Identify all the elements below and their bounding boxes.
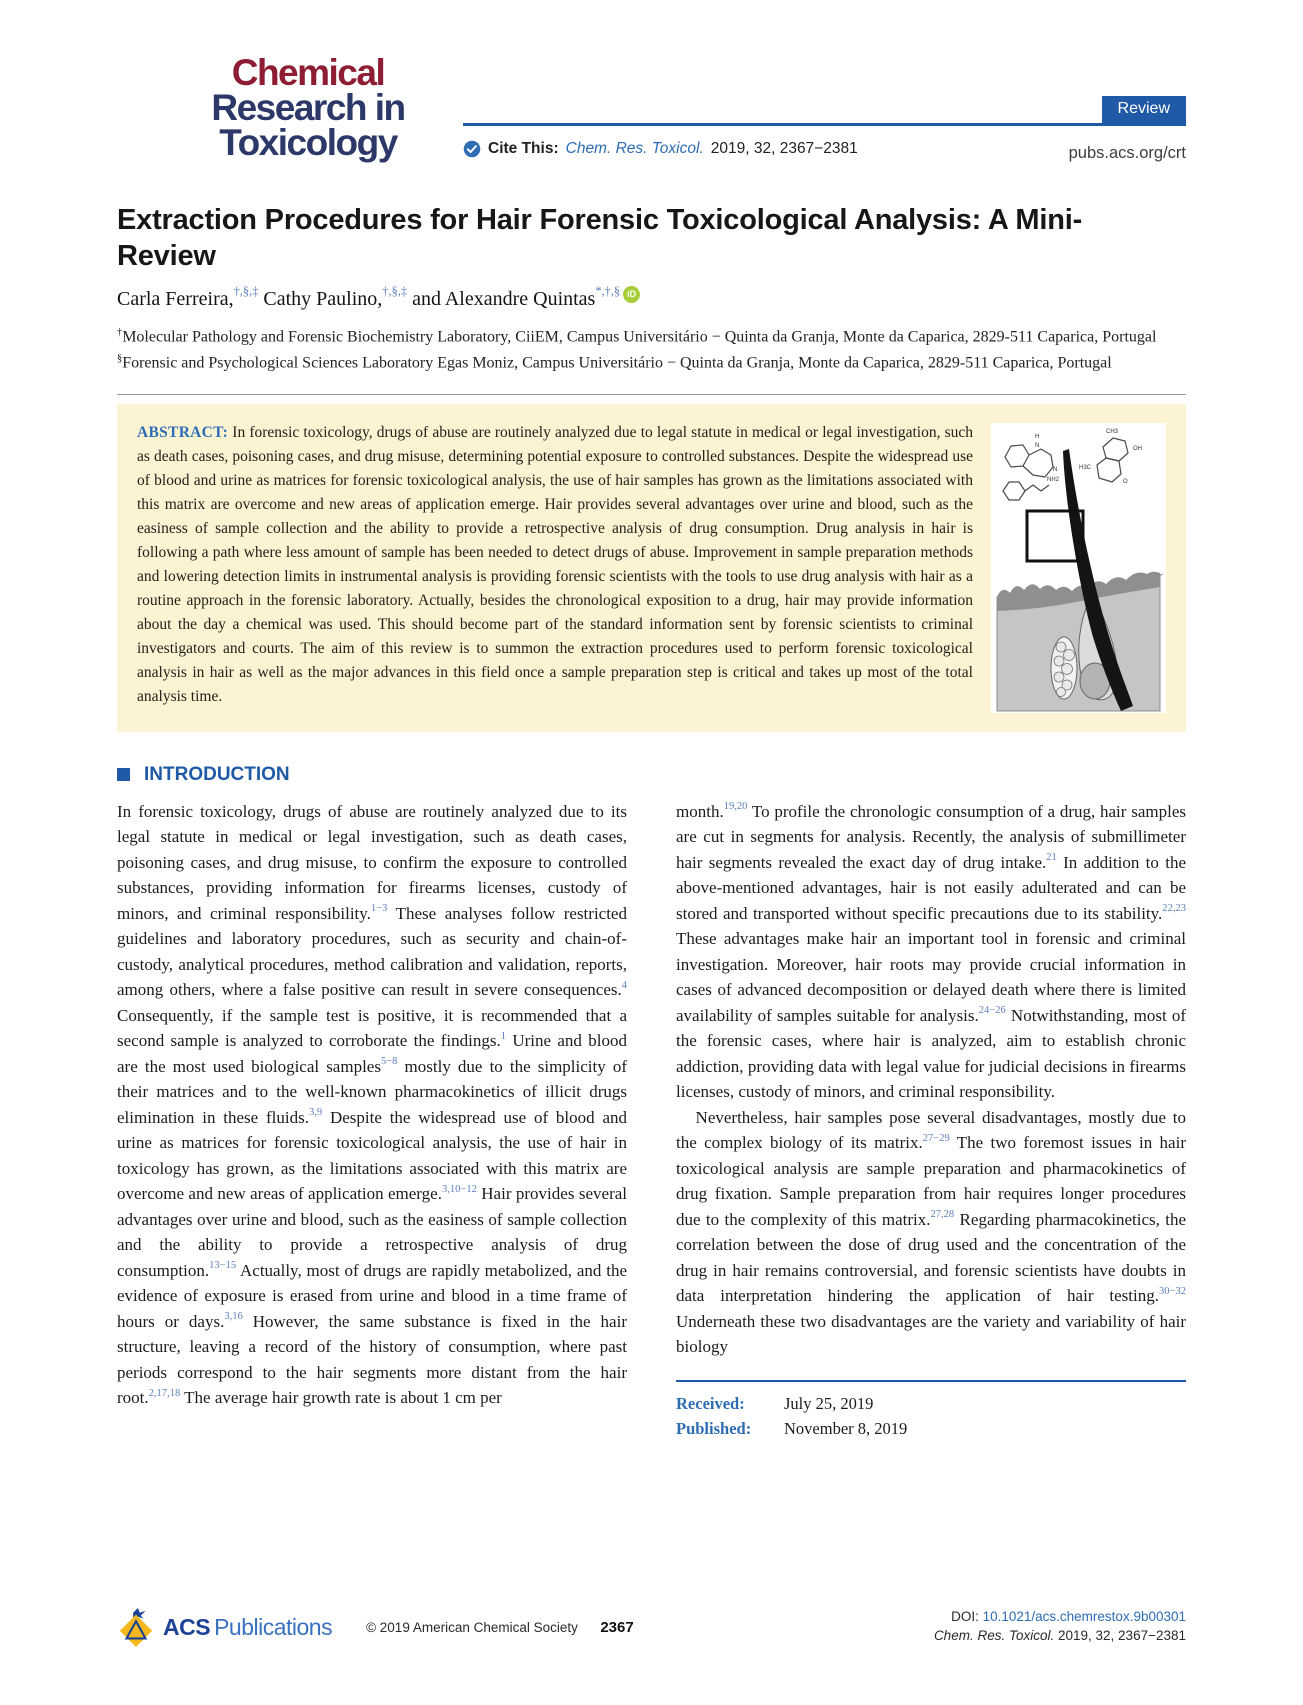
abstract-section — [117, 404, 1186, 732]
received-date: July 25, 2019 — [784, 1393, 874, 1413]
received-label: Received: — [676, 1393, 745, 1413]
review-badge: Review — [1102, 96, 1186, 123]
affiliation-2 — [117, 352, 1157, 374]
article-body — [117, 764, 1186, 1442]
intro-paragraph-3: Nevertheless, hair samples pose several disadvantages, mostly due to the complex biology of its matrix.$^{27-29}$ The two foremost issues in hair toxicological analysis are sample preparation and pharmacokinetics of drug fixation. Sample preparation from hair requires longer procedures due to the complexity of this matrix.$^{27,28}$ Regarding pharmacokinetics, the correlation between the dose of drug used and the concentration of the drug in hair remains controversial, and forensic scientists have doubts in data interpretation hindering the application of hair testing.$^{30-32}$ Underneath these two disadvantages are the variety and variability of hair biology — [676, 1107, 1186, 1357]
footer-citation-journal: Chem. Res. Toxicol. — [933, 1628, 1055, 1643]
abstract-label: ABSTRACT: — [137, 423, 229, 441]
footer-citation-detail: 2019, 32, 2367−2381 — [1058, 1628, 1186, 1643]
abstract-text: In forensic toxicology, drugs of abuse are routinely analyzed due to legal statute in medical or legal investigation, such as death cases, poisoning cases, and drug misuse, determining potential exposure to controlled substances. Despite the widespread use of blood and urine as matrices for forensic toxicological analysis, the use of hair samples has grown as the limitations associated with this matrix are overcome and new areas of application emerge. Hair provides several advantages over urine and blood, such as the easiness of sample collection and the ability to provide a retrospective analysis of drug consumption. Drug analysis in hair is following a path where less amount of sample has been needed to detect drugs of abuse. Improvement in sample preparation methods and lowering detection limits in instrumental analysis is providing forensic scientists with the tools to use drug analysis with hair as a routine approach in the forensic laboratory. Actually, besides the chronological exposition to a drug, hair may provide information about the day a chemical was used. This should become part of the standard information sent by forensic scientists to criminal investigators and courts. The aim of this review is to summon the extraction procedures used to perform forensic toxicological analysis in hair as well as the major advances in this field once a sample preparation step is critical and takes up most of the total analysis time. — [137, 423, 974, 705]
cite-row — [463, 140, 1186, 163]
logo-line-chemical: Chemical — [231, 52, 385, 93]
figure-label-ch3: CH3 — [1106, 428, 1119, 435]
doi-label: DOI: — [951, 1609, 979, 1625]
cite-this-link[interactable] — [463, 140, 858, 158]
figure-label-n1: N — [1035, 442, 1040, 449]
logo-line-research-in: Research in — [211, 86, 405, 128]
published-row — [676, 1416, 1186, 1442]
copyright-text: © 2019 American Chemical Society — [366, 1619, 578, 1635]
received-row — [676, 1391, 1186, 1417]
author-names: Carla Ferreira,†,§,‡ Cathy Paulino,†,§,‡ and Alexandre Quintas*,†,§ — [117, 283, 621, 310]
figure-label-h3c: H3C — [1079, 464, 1092, 471]
left-column — [117, 764, 627, 1442]
graphical-abstract-figure — [991, 423, 1166, 713]
figure-label-oh: OH — [1133, 445, 1142, 452]
badge-row — [463, 96, 1186, 123]
masthead — [117, 52, 1186, 163]
masthead-right — [463, 56, 1186, 163]
hair-follicle-illustration — [991, 423, 1166, 713]
section-heading-text: INTRODUCTION — [144, 763, 290, 785]
page-footer — [117, 1592, 1186, 1662]
doi-link[interactable]: 10.1021/acs.chemrestox.9b00301 — [982, 1609, 1186, 1625]
affiliation-2-text: Forensic and Psychological Sciences Laboratory Egas Moniz, Campus Universitário − Quinta da Granja, Monte da Caparica, 2829-511 Caparica, Portugal — [122, 354, 1112, 372]
affiliations — [117, 326, 1186, 374]
cite-detail: 2019, 32, 2367−2381 — [710, 140, 858, 157]
cite-journal: Chem. Res. Toxicol. — [565, 140, 704, 157]
site-link[interactable]: pubs.acs.org/crt — [1068, 144, 1186, 162]
article-title: Extraction Procedures for Hair Forensic Toxicological Analysis: A Mini-Review — [117, 204, 1083, 272]
footer-citation — [934, 1627, 1186, 1646]
header-rule — [463, 123, 1186, 126]
acs-publications-logo[interactable] — [117, 1606, 332, 1648]
journal-logo — [179, 52, 437, 163]
acs-logo-text: ACS — [163, 1613, 211, 1640]
affiliation-1-marker: † — [117, 326, 123, 338]
cite-check-icon — [463, 140, 481, 158]
acs-diamond-icon — [117, 1606, 155, 1648]
orcid-icon[interactable]: iD — [623, 286, 640, 303]
affiliation-1-text: Molecular Pathology and Forensic Biochemistry Laboratory, CiiEM, Campus Universitário − Quinta da Granja, Monte da Caparica, 2829-511 Caparica, Portugal — [122, 327, 1157, 345]
divider-rule — [117, 394, 1186, 395]
figure-label-nh2: NH2 — [1047, 476, 1060, 483]
intro-paragraph-2: month.$^{19,20}$ To profile the chronologic consumption of a drug, hair samples are cut in segments for analysis. Recently, the analysis of submillimeter hair segments revealed the exact day of drug intake.$^{21}$ In addition to the above-mentioned advantages, hair is not easily adulterated and can be stored and transported without specific precautions due to its stability.$^{22,23}$ These advantages make hair an important tool in forensic and criminal investigation. Moreover, hair roots may provide crucial information in cases of advanced decomposition or delayed death where there is limited availability of samples suitable for analysis.$^{24-26}$ Notwithstanding, most of the forensic cases, where hair is analyzed, aim to establish chronic addiction, providing data with legal value for judicial decisions in firearms licenses, custody of minors, and criminal responsibility. — [676, 801, 1186, 1102]
intro-paragraph-1: In forensic toxicology, drugs of abuse are routinely analyzed due to its legal statute in medical or legal investigation, such as death cases, poisoning cases, and drug misuse, to confirm the exposure to controlled substances, providing information for firearms licenses, custody of minors, and criminal responsibility.$^{1-3}$ These analyses follow restricted guidelines and laboratory procedures, such as security and chain-of-custody, analytical procedures, method calibration and validation, reports, among others, where a false positive can result in severe consequences.$^4$ Consequently, if the sample test is positive, it is recommended that a second sample is analyzed to corroborate the findings.$^1$ Urine and blood are the most used biological samples$^{5-8}$ mostly due to the simplicity of their matrices and to the well-known pharmacokinetics of illicit drugs elimination in these fluids.$^{3,9}$ Despite the widespread use of blood and urine as matrices for forensic toxicological analysis, the use of hair in toxicology has grown, as the limitations associated with this matrix are overcome and new areas of application emerge.$^{3,10-12}$ Hair provides several advantages over urine and blood, such as the easiness of sample collection and the ability to provide a retrospective analysis of drug consumption.$^{13-15}$ Actually, most of drugs are rapidly metabolized, and the evidence of exposure is erased from urine and blood in a time frame of hours or days.$^{3,16}$ However, the same substance is fixed in the hair structure, leaving a record of the history of consumption, where past periods correspond to the hair segments more distant from the hair root.$^{2,17,18}$ The average hair growth rate is about 1 cm per — [117, 801, 628, 1408]
figure-label-h: H — [1035, 433, 1040, 440]
doi-block — [934, 1608, 1186, 1646]
page-number: 2367 — [600, 1618, 634, 1636]
author-list — [117, 283, 1186, 311]
affiliation-2-marker: § — [117, 353, 123, 365]
published-label: Published: — [676, 1419, 752, 1439]
section-heading-introduction — [117, 764, 627, 786]
acs-logo-publications: Publications — [214, 1613, 333, 1640]
affiliation-1 — [117, 326, 1157, 348]
received-published-block — [676, 1380, 1186, 1442]
figure-label-o: O — [1123, 478, 1128, 485]
logo-line-toxicology: Toxicology — [219, 121, 397, 163]
right-column — [676, 764, 1186, 1442]
figure-label-n2: N — [1053, 466, 1058, 473]
cite-label: Cite This: — [488, 140, 559, 157]
published-date: November 8, 2019 — [784, 1419, 908, 1439]
section-square-icon — [117, 768, 130, 781]
